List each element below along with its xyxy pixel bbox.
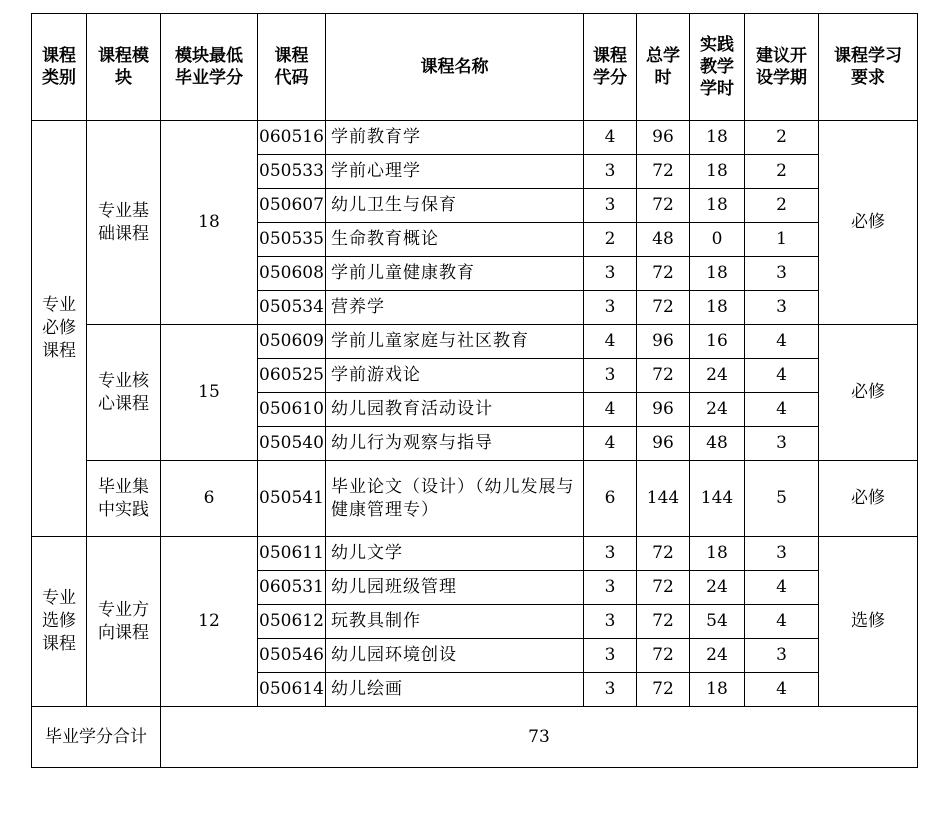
course-term: 2	[745, 155, 819, 189]
course-hours: 72	[637, 291, 690, 325]
group-required: 专业 必修 课程	[32, 121, 87, 537]
course-credits: 4	[584, 427, 637, 461]
course-name: 幼儿园教育活动设计	[326, 393, 584, 427]
course-credits: 3	[584, 359, 637, 393]
header-hours: 总学 时	[637, 14, 690, 121]
course-name: 学前教育学	[326, 121, 584, 155]
course-practice-hours: 18	[690, 673, 745, 707]
course-credits: 2	[584, 223, 637, 257]
header-row	[32, 14, 918, 121]
course-code: 050541	[258, 461, 326, 537]
total-value: 73	[161, 707, 918, 768]
course-term: 3	[745, 639, 819, 673]
header-requirement: 课程学习 要求	[819, 14, 918, 121]
course-practice-hours: 18	[690, 155, 745, 189]
course-code: 050535	[258, 223, 326, 257]
header-code: 课程 代码	[258, 14, 326, 121]
course-term: 3	[745, 537, 819, 571]
course-hours: 72	[637, 537, 690, 571]
course-practice-hours: 24	[690, 571, 745, 605]
course-credits: 3	[584, 189, 637, 223]
course-code: 050611	[258, 537, 326, 571]
course-term: 4	[745, 571, 819, 605]
table-row	[32, 537, 918, 571]
total-label: 毕业学分合计	[32, 707, 161, 768]
course-hours: 72	[637, 639, 690, 673]
course-name: 幼儿园班级管理	[326, 571, 584, 605]
course-practice-hours: 54	[690, 605, 745, 639]
total-row	[32, 707, 918, 768]
course-code: 050534	[258, 291, 326, 325]
course-term: 4	[745, 325, 819, 359]
course-practice-hours: 48	[690, 427, 745, 461]
course-code: 050546	[258, 639, 326, 673]
course-code: 060516	[258, 121, 326, 155]
course-credits: 3	[584, 673, 637, 707]
course-hours: 96	[637, 427, 690, 461]
course-practice-hours: 0	[690, 223, 745, 257]
course-code: 050612	[258, 605, 326, 639]
group-elective: 专业 选修 课程	[32, 537, 87, 707]
course-name: 幼儿园环境创设	[326, 639, 584, 673]
module-core-requirement: 必修	[819, 325, 918, 461]
course-credits: 3	[584, 257, 637, 291]
course-credits: 4	[584, 121, 637, 155]
course-name: 毕业论文（设计）（幼儿发展与健康管理专）	[326, 461, 584, 537]
course-name: 学前游戏论	[326, 359, 584, 393]
header-practice-hours: 实践 教学 学时	[690, 14, 745, 121]
course-hours: 72	[637, 359, 690, 393]
course-hours: 96	[637, 393, 690, 427]
course-credits: 3	[584, 155, 637, 189]
header-term: 建议开 设学期	[745, 14, 819, 121]
course-term: 2	[745, 189, 819, 223]
course-credits: 6	[584, 461, 637, 537]
course-term: 4	[745, 393, 819, 427]
course-name: 幼儿行为观察与指导	[326, 427, 584, 461]
course-code: 060531	[258, 571, 326, 605]
module-practice-credits: 6	[161, 461, 258, 537]
course-practice-hours: 18	[690, 291, 745, 325]
course-hours: 72	[637, 571, 690, 605]
header-name: 课程名称	[326, 14, 584, 121]
module-basic-credits: 18	[161, 121, 258, 325]
course-hours: 72	[637, 155, 690, 189]
module-core-credits: 15	[161, 325, 258, 461]
header-min-credits: 模块最低 毕业学分	[161, 14, 258, 121]
course-code: 050533	[258, 155, 326, 189]
course-hours: 144	[637, 461, 690, 537]
table-row	[32, 121, 918, 155]
course-credits: 4	[584, 325, 637, 359]
course-name: 生命教育概论	[326, 223, 584, 257]
course-code: 050609	[258, 325, 326, 359]
course-hours: 72	[637, 257, 690, 291]
module-direction-name: 专业方 向课程	[87, 537, 161, 707]
course-credits: 4	[584, 393, 637, 427]
course-term: 3	[745, 427, 819, 461]
course-practice-hours: 24	[690, 639, 745, 673]
course-hours: 96	[637, 121, 690, 155]
course-credits: 3	[584, 605, 637, 639]
header-category: 课程 类别	[32, 14, 87, 121]
course-hours: 48	[637, 223, 690, 257]
course-name: 学前心理学	[326, 155, 584, 189]
course-practice-hours: 24	[690, 359, 745, 393]
course-name: 学前儿童家庭与社区教育	[326, 325, 584, 359]
course-hours: 96	[637, 325, 690, 359]
course-term: 3	[745, 257, 819, 291]
course-practice-hours: 18	[690, 121, 745, 155]
course-term: 5	[745, 461, 819, 537]
course-code: 050608	[258, 257, 326, 291]
course-hours: 72	[637, 605, 690, 639]
course-term: 3	[745, 291, 819, 325]
course-code: 050607	[258, 189, 326, 223]
course-name: 幼儿绘画	[326, 673, 584, 707]
course-term: 4	[745, 359, 819, 393]
course-term: 4	[745, 673, 819, 707]
course-code: 050610	[258, 393, 326, 427]
module-direction-requirement: 选修	[819, 537, 918, 707]
table-row	[32, 325, 918, 359]
course-credits: 3	[584, 537, 637, 571]
module-core-name: 专业核 心课程	[87, 325, 161, 461]
curriculum-table	[31, 13, 918, 768]
course-practice-hours: 144	[690, 461, 745, 537]
course-practice-hours: 18	[690, 257, 745, 291]
course-term: 2	[745, 121, 819, 155]
course-name: 学前儿童健康教育	[326, 257, 584, 291]
module-basic-requirement: 必修	[819, 121, 918, 325]
module-direction-credits: 12	[161, 537, 258, 707]
course-credits: 3	[584, 291, 637, 325]
course-practice-hours: 16	[690, 325, 745, 359]
course-code: 050614	[258, 673, 326, 707]
header-credits: 课程 学分	[584, 14, 637, 121]
course-practice-hours: 18	[690, 537, 745, 571]
course-code: 050540	[258, 427, 326, 461]
course-name: 幼儿文学	[326, 537, 584, 571]
course-hours: 72	[637, 189, 690, 223]
course-code: 060525	[258, 359, 326, 393]
course-practice-hours: 24	[690, 393, 745, 427]
course-name: 幼儿卫生与保育	[326, 189, 584, 223]
course-practice-hours: 18	[690, 189, 745, 223]
module-practice-name: 毕业集 中实践	[87, 461, 161, 537]
table-row	[32, 461, 918, 537]
course-hours: 72	[637, 673, 690, 707]
course-credits: 3	[584, 639, 637, 673]
course-term: 1	[745, 223, 819, 257]
course-credits: 3	[584, 571, 637, 605]
course-name: 营养学	[326, 291, 584, 325]
module-basic-name: 专业基 础课程	[87, 121, 161, 325]
module-practice-requirement: 必修	[819, 461, 918, 537]
course-name: 玩教具制作	[326, 605, 584, 639]
course-term: 4	[745, 605, 819, 639]
header-module: 课程模 块	[87, 14, 161, 121]
